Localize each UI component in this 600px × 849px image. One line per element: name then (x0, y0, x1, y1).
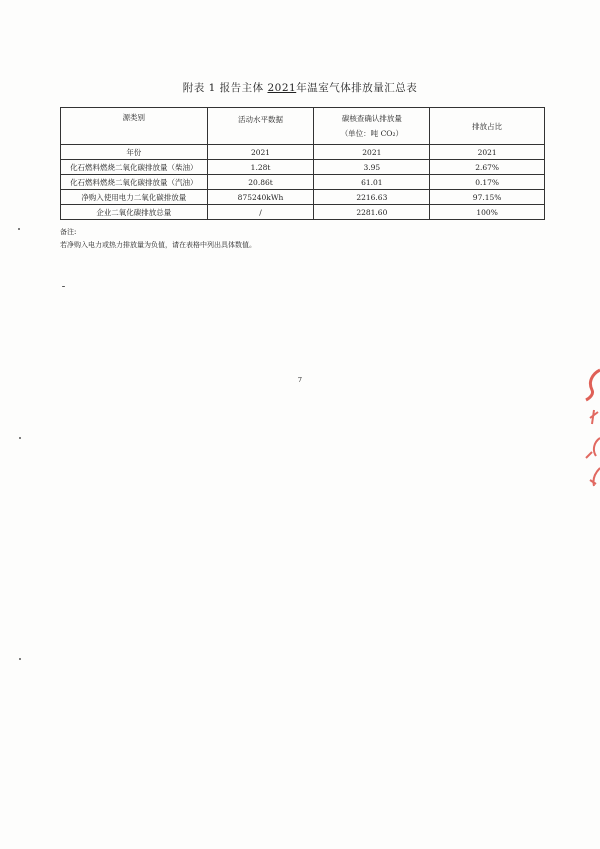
table-row (61, 205, 545, 220)
header-emission-unit: （单位：吨 CO₂） (340, 129, 403, 138)
row-activity: / (207, 205, 314, 220)
row-source: 净购入使用电力二氧化碳排放量 (61, 190, 208, 205)
notes-text: 若净购入电力或热力排放量为负值，请在表格中列出具体数值。 (60, 241, 256, 249)
year-activity: 2021 (207, 145, 314, 160)
header-activity: 活动水平数据 (207, 108, 314, 145)
notes-label: 备注: (60, 228, 77, 236)
header-ratio: 排放占比 (430, 108, 545, 145)
year-label: 年份 (61, 145, 208, 160)
scan-speck (18, 228, 20, 230)
row-emission: 2216.63 (314, 190, 430, 205)
header-emission (314, 108, 430, 145)
row-emission: 61.01 (314, 175, 430, 190)
year-emission: 2021 (314, 145, 430, 160)
header-source: 源类别 (61, 108, 208, 145)
row-ratio: 2.67% (430, 160, 545, 175)
row-activity: 1.28t (207, 160, 314, 175)
table-row (61, 160, 545, 175)
year-row (61, 145, 545, 160)
scan-speck (19, 437, 21, 439)
seal-stamp-fragment (580, 360, 600, 500)
row-ratio: 0.17% (430, 175, 545, 190)
title-suffix: 年温室气体排放量汇总表 (296, 82, 418, 94)
table-row (61, 175, 545, 190)
row-source: 化石燃料燃烧二氧化碳排放量（柴油） (61, 160, 208, 175)
header-row (61, 108, 545, 145)
scan-speck (62, 286, 65, 287)
row-source: 化石燃料燃烧二氧化碳排放量（汽油） (61, 175, 208, 190)
title-prefix: 附表 1 报告主体 (182, 82, 264, 94)
row-ratio: 97.15% (430, 190, 545, 205)
row-emission: 2281.60 (314, 205, 430, 220)
row-activity: 20.86t (207, 175, 314, 190)
row-source: 企业二氧化碳排放总量 (61, 205, 208, 220)
page-number: 7 (297, 376, 303, 384)
table-title (0, 80, 600, 95)
header-emission-label: 碳核查确认排放量 (341, 114, 402, 123)
emission-summary-table (60, 107, 545, 220)
year-ratio: 2021 (430, 145, 545, 160)
row-activity: 875240kWh (207, 190, 314, 205)
title-year: 2021 (267, 82, 297, 94)
table-row (61, 190, 545, 205)
scan-speck (19, 658, 21, 660)
row-emission: 3.95 (314, 160, 430, 175)
row-ratio: 100% (430, 205, 545, 220)
